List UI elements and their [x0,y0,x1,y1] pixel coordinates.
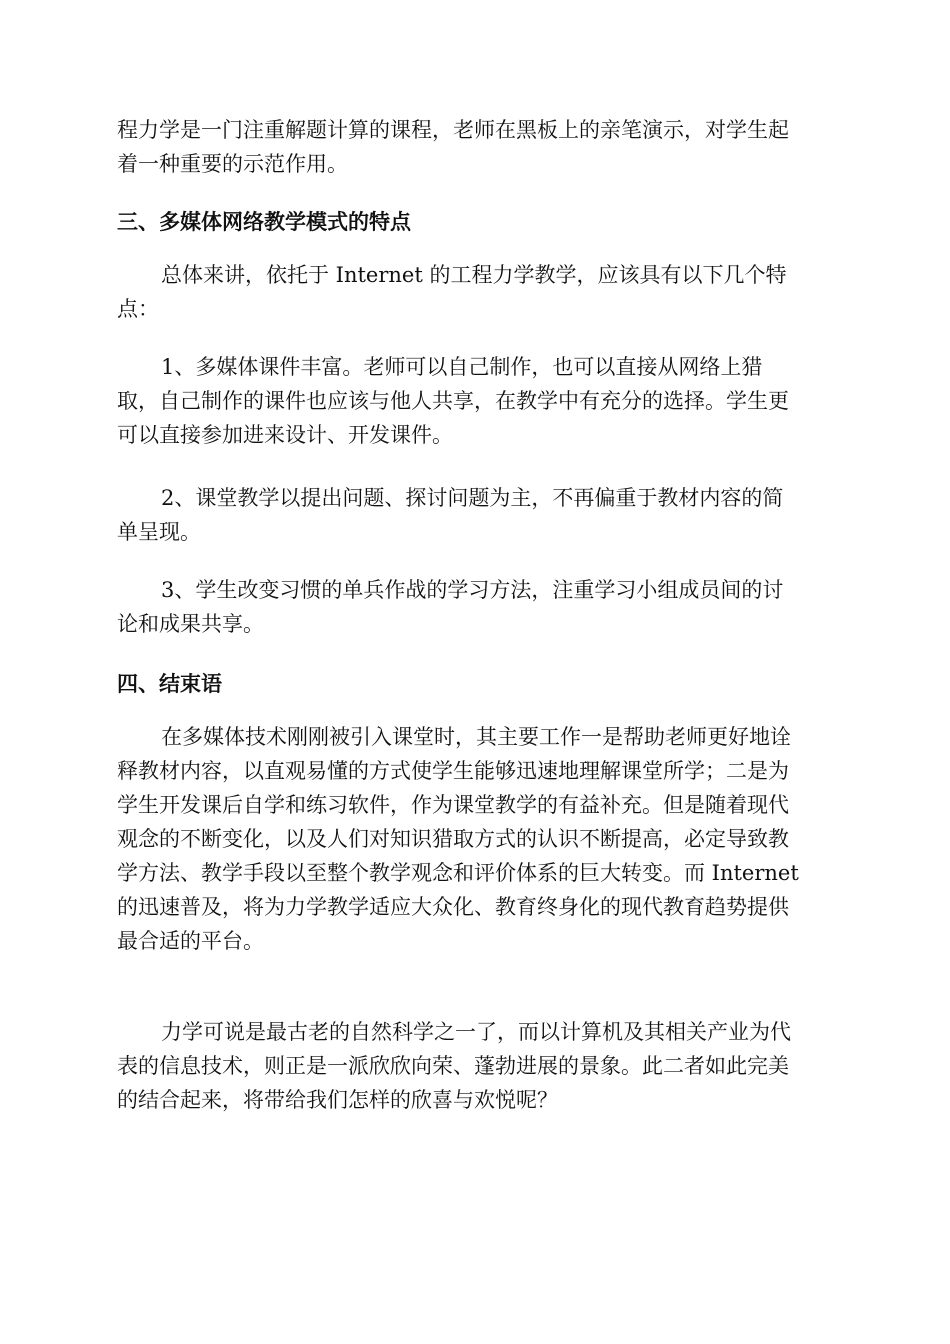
paragraph-line: 学方法、教学手段以至整个教学观念和评价体系的巨大转变。而 Internet [117,861,799,885]
paragraph-line: 1、多媒体课件丰富。老师可以自己制作，也可以直接从网络上猎 [161,355,763,379]
paragraph-line: 点： [117,297,159,321]
feature-item-1 [117,350,833,452]
paragraph-line: 观念的不断变化，以及人们对知识猎取方式的认识不断提高，必定导致教 [117,827,789,851]
paragraph-line: 在多媒体技术刚刚被引入课堂时，其主要工作一是帮助老师更好地诠 [161,725,791,749]
paragraph-line: 2、课堂教学以提出问题、探讨问题为主，不再偏重于教材内容的简 [161,486,784,510]
feature-item-3 [117,573,833,641]
section-heading-conclusion: 四、结束语 [117,672,222,696]
paragraph-line: 表的信息技术，则正是一派欣欣向荣、蓬勃进展的景象。此二者如此完美 [117,1054,789,1078]
paragraph-line: 程力学是一门注重解题计算的课程，老师在黑板上的亲笔演示，对学生起 [117,118,789,142]
paragraph-line: 力学可说是最古老的自然科学之一了，而以计算机及其相关产业为代 [161,1020,791,1044]
paragraph-line: 的迅速普及，将为力学教学适应大众化、教育终身化的现代教育趋势提供 [117,895,789,919]
paragraph-line: 3、学生改变习惯的单兵作战的学习方法，注重学习小组成员间的讨 [161,578,784,602]
intro-paragraph [117,113,833,181]
features-summary-paragraph [117,258,833,326]
conclusion-paragraph-2 [117,1015,833,1117]
conclusion-paragraph-1 [117,720,833,958]
paragraph-line: 总体来讲，依托于 Internet 的工程力学教学，应该具有以下几个特 [161,263,787,287]
section-heading-features: 三、多媒体网络教学模式的特点 [117,210,411,234]
paragraph-line: 最合适的平台。 [117,929,264,953]
paragraph-line: 的结合起来，将带给我们怎样的欣喜与欢悦呢？ [117,1088,558,1112]
paragraph-line: 单呈现。 [117,520,201,544]
paragraph-line: 取，自己制作的课件也应该与他人共享，在教学中有充分的选择。学生更 [117,389,789,413]
paragraph-line: 论和成果共享。 [117,612,264,636]
paragraph-line: 学生开发课后自学和练习软件，作为课堂教学的有益补充。但是随着现代 [117,793,789,817]
feature-item-2 [117,481,833,549]
paragraph-line: 着一种重要的示范作用。 [117,152,348,176]
paragraph-line: 释教材内容，以直观易懂的方式使学生能够迅速地理解课堂所学；二是为 [117,759,789,783]
paragraph-line: 可以直接参加进来设计、开发课件。 [117,423,453,447]
